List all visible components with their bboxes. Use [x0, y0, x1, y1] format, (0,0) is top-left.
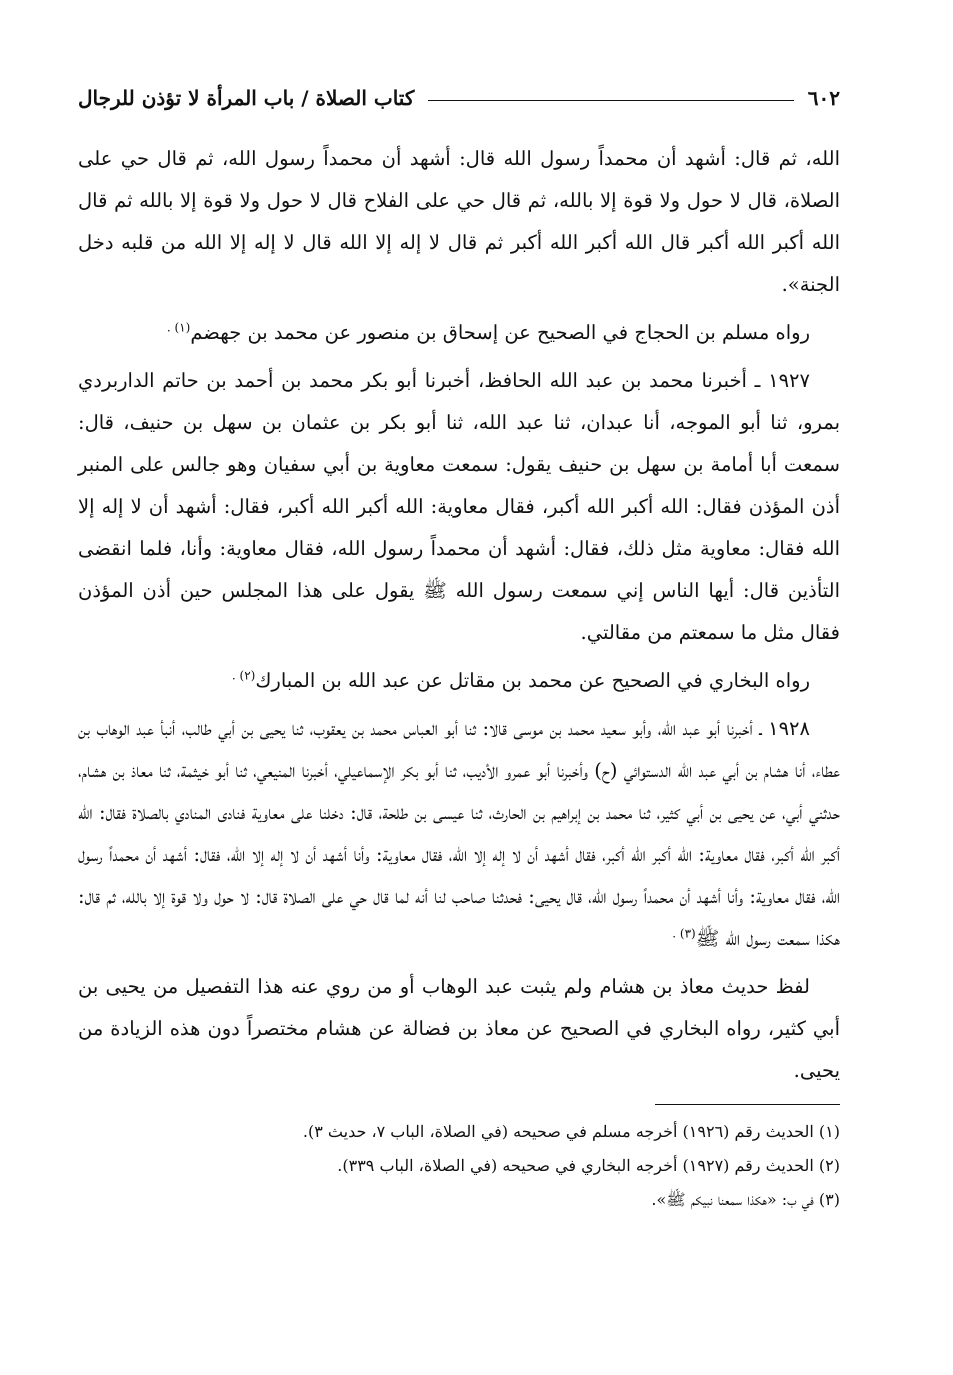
paragraph-text: ١٩٢٨ ـ أخبرنا أبو عبد الله، وأبو سعيد محمد بن موسى قالا: ثنا أبو العباس محمد بن يعقوب، ثنا يحيى بن أبي طالب، أنبأ عبد الوهاب بن عطاء، أنا هشام بن أبي عبد الله الدستوائي (ح) وأخبرنا أبو عمرو الأديب، ثنا أبو بكر الإسماعيلي، أخبرنا المنيعي، ثنا أبو خيثمة، ثنا معاذ بن هشام، حدثني أبي، عن يحيى بن أبي كثير، ثنا محمد بن إبراهيم بن الحارث، ثنا عيسى بن طلحة، قال: دخلنا على معاوية فنادى المنادي بالصلاة فقال: الله أكبر الله أكبر، فقال معاوية: الله أكبر الله أكبر، فقال أشهد أن لا إله إلا الله، فقال معاوية: وأنا أشهد أن لا إله إلا الله، فقال: أشهد أن محمداً رسول الله، فقال معاوية: وأنا أشهد أن محمداً رسول الله، قال يحيى: فحدثنا صاحب لنا أنه لما قال حي على الصلاة قال: لا حول ولا قوة إلا بالله، ثم قال: هكذا سمعت رسول الله ﷺ [78, 717, 840, 950]
paragraph-text: رواه البخاري في الصحيح عن محمد بن مقاتل عن عبد الله بن المبارك [255, 669, 810, 692]
footnote: (٣) في ب: «هكذا سمعنا نبيكم ﷺ». [651, 1190, 840, 1209]
header-rule [428, 100, 793, 101]
book-page [78, 70, 840, 1217]
running-header [78, 70, 840, 110]
footnote-ref: (٣) . [672, 926, 696, 941]
footnote-ref: (٢) . [231, 668, 256, 683]
footnote: (٢) الحديث رقم (١٩٢٧) أخرجه البخاري في صحيحه (في الصلاة، الباب ٣٣٩). [337, 1156, 840, 1175]
main-text [78, 138, 840, 1092]
paragraph [78, 360, 840, 654]
footnote-ref: (١) . [166, 320, 191, 335]
footnote-separator [655, 1104, 840, 1105]
footnotes [78, 1115, 840, 1217]
paragraph [78, 312, 840, 354]
paragraph-text: رواه مسلم بن الحجاج في الصحيح عن إسحاق بن منصور عن محمد بن جهضم [190, 321, 810, 344]
page-number: ٦٠٢ [807, 86, 840, 110]
running-title: كتاب الصلاة / باب المرأة لا تؤذن للرجال [78, 86, 415, 110]
paragraph [78, 660, 840, 702]
paragraph-text: ١٩٢٧ ـ أخبرنا محمد بن عبد الله الحافظ، أخبرنا أبو بكر محمد بن أحمد بن حاتم الداربردي بمرو، ثنا أبو الموجه، أنا عبدان، ثنا عبد الله، ثنا أبو بكر بن عثمان بن سهل بن حنيف، قال: سمعت أبا أمامة بن سهل بن حنيف يقول: سمعت معاوية بن أبي سفيان وهو جالس على المنبر أذن المؤذن فقال: الله أكبر الله أكبر، فقال معاوية: الله أكبر الله أكبر، فقال: أشهد أن لا إله إلا الله فقال: معاوية مثل ذلك، فقال: أشهد أن محمداً رسول الله، فقال معاوية: وأنا، فلما انقضى التأذين قال: أيها الناس إني سمعت رسول الله ﷺ يقول على هذا المجلس حين أذن المؤذن فقال مثل ما سمعتم من مقالتي. [78, 369, 840, 644]
footnote: (١) الحديث رقم (١٩٢٦) أخرجه مسلم في صحيحه (في الصلاة، الباب ٧، حديث ٣). [302, 1122, 840, 1141]
paragraph [78, 966, 840, 1092]
paragraph-text: لفظ حديث معاذ بن هشام ولم يثبت عبد الوهاب أو من روي عنه هذا التفصيل من يحيى بن أبي كثير، رواه البخاري في الصحيح عن معاذ بن فضالة عن هشام مختصراً دون هذه الزيادة من يحيى. [78, 975, 840, 1082]
paragraph-text: الله، ثم قال: أشهد أن محمداً رسول الله قال: أشهد أن محمداً رسول الله، ثم قال حي على الصلاة، قال لا حول ولا قوة إلا بالله، ثم قال حي على الفلاح قال لا حول ولا قوة إلا بالله ثم قال الله أكبر الله أكبر قال الله أكبر الله أكبر ثم قال لا إله إلا الله قال لا إله إلا الله من قلبه دخل الجنة». [78, 147, 840, 296]
paragraph [78, 138, 840, 306]
paragraph [78, 708, 840, 960]
